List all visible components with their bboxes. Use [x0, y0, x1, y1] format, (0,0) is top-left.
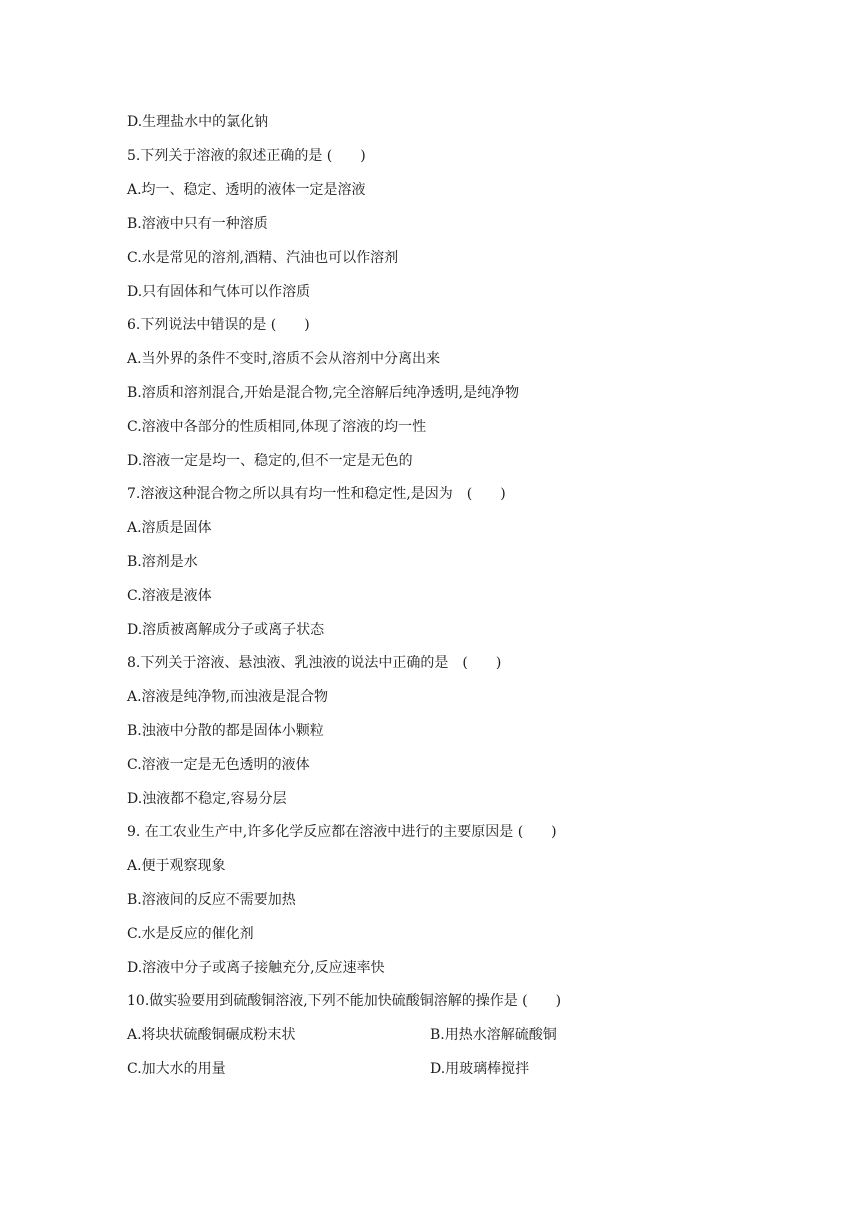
- q9-option-a: A.便于观察现象: [127, 858, 226, 874]
- q7-option-b: B.溶剂是水: [127, 554, 198, 570]
- q10-option-d: D.用玻璃棒搅拌: [430, 1061, 530, 1077]
- q6-option-a: A.当外界的条件不变时,溶质不会从溶剂中分离出来: [127, 351, 441, 367]
- q7-option-d: D.溶质被离解成分子或离子状态: [127, 622, 325, 638]
- q9-stem: 9. 在工农业生产中,许多化学反应都在溶液中进行的主要原因是 ( ): [127, 824, 557, 840]
- q6-option-c: C.溶液中各部分的性质相同,体现了溶液的均一性: [127, 419, 427, 435]
- q7-stem: 7.溶液这种混合物之所以具有均一性和稳定性,是因为 ( ): [127, 486, 506, 502]
- q8-option-a: A.溶液是纯净物,而浊液是混合物: [127, 689, 329, 705]
- q10-stem: 10.做实验要用到硫酸铜溶液,下列不能加快硫酸铜溶解的操作是 ( ): [127, 993, 562, 1009]
- q5-stem: 5.下列关于溶液的叙述正确的是 ( ): [127, 148, 366, 164]
- q7-option-c: C.溶液是液体: [127, 588, 212, 604]
- q8-option-b: B.浊液中分散的都是固体小颗粒: [127, 723, 324, 739]
- q8-stem: 8.下列关于溶液、悬浊液、乳浊液的说法中正确的是 ( ): [127, 655, 502, 671]
- q7-option-a: A.溶质是固体: [127, 520, 212, 536]
- q10-option-b: B.用热水溶解硫酸铜: [430, 1027, 557, 1043]
- q6-stem: 6.下列说法中错误的是 ( ): [127, 317, 310, 333]
- q8-option-c: C.溶液一定是无色透明的液体: [127, 757, 310, 773]
- q9-option-d: D.溶液中分子或离子接触充分,反应速率快: [127, 960, 385, 976]
- q5-option-c: C.水是常见的溶剂,酒精、汽油也可以作溶剂: [127, 250, 399, 266]
- q6-option-b: B.溶质和溶剂混合,开始是混合物,完全溶解后纯净透明,是纯净物: [127, 385, 520, 401]
- q5-option-b: B.溶液中只有一种溶质: [127, 216, 268, 232]
- q5-option-d: D.只有固体和气体可以作溶质: [127, 284, 311, 300]
- q9-option-b: B.溶液间的反应不需要加热: [127, 892, 296, 908]
- q6-option-d: D.溶液一定是均一、稳定的,但不一定是无色的: [127, 453, 413, 469]
- q10-option-a: A.将块状硫酸铜碾成粉末状: [127, 1027, 296, 1043]
- q4-option-d: D.生理盐水中的氯化钠: [127, 114, 269, 130]
- q9-option-c: C.水是反应的催化剂: [127, 926, 254, 942]
- q5-option-a: A.均一、稳定、透明的液体一定是溶液: [127, 182, 366, 198]
- q8-option-d: D.浊液都不稳定,容易分层: [127, 791, 287, 807]
- q10-option-c: C.加大水的用量: [127, 1061, 226, 1077]
